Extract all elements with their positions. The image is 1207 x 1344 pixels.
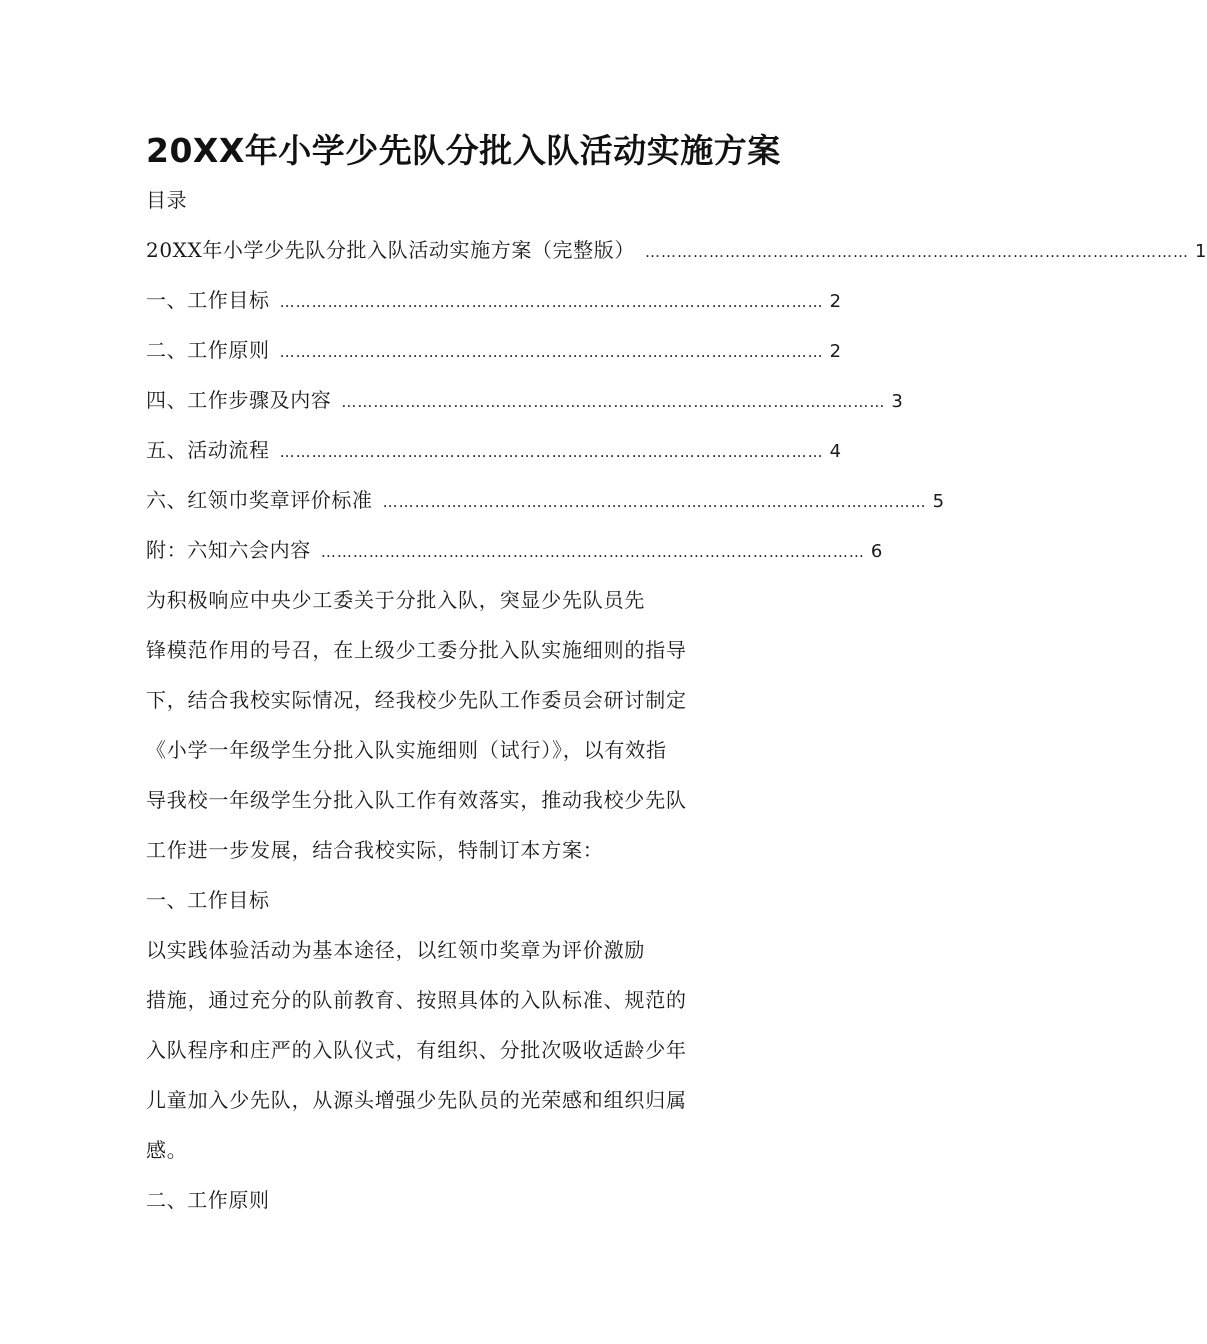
toc-entry[interactable]	[146, 335, 842, 367]
toc-entry-label: 20XX年小学少先队分批入队活动实施方案（完整版）	[146, 238, 635, 262]
toc-leader-dots: …………………………………………………………………………………………	[279, 293, 824, 311]
intro-paragraph-line: 导我校一年级学生分批入队工作有效落实，推动我校少先队	[146, 788, 687, 812]
document-title: 20XX年小学少先队分批入队活动实施方案	[146, 131, 781, 170]
toc-leader-dots: …………………………………………………………………………………………	[279, 343, 824, 361]
section1-paragraph-line: 以实践体验活动为基本途径，以红领巾奖章为评价激励	[146, 938, 646, 962]
toc-entry-page: 2	[829, 291, 842, 312]
toc-leader-dots: …………………………………………………………………………………………	[341, 393, 886, 411]
intro-paragraph-line: 为积极响应中央少工委关于分批入队，突显少先队员先	[146, 588, 646, 612]
intro-paragraph-line: 锋模范作用的号召，在上级少工委分批入队实施细则的指导	[146, 638, 687, 662]
toc-entry-label: 六、红领巾奖章评价标准	[146, 488, 373, 512]
toc-entry[interactable]	[146, 435, 842, 467]
toc-entry[interactable]	[146, 235, 1207, 267]
toc-entry-label: 附：六知六会内容	[146, 538, 311, 562]
toc-leader-dots: …………………………………………………………………………………………	[320, 543, 865, 561]
section1-paragraph-line: 儿童加入少先队，从源头增强少先队员的光荣感和组织归属	[146, 1088, 687, 1112]
toc-leader-dots: …………………………………………………………………………………………	[279, 443, 824, 461]
toc-entry[interactable]	[146, 385, 904, 417]
section1-paragraph-line: 措施，通过充分的队前教育、按照具体的入队标准、规范的	[146, 988, 687, 1012]
toc-entry[interactable]	[146, 285, 842, 317]
toc-entry-label: 五、活动流程	[146, 438, 270, 462]
toc-entry-label: 二、工作原则	[146, 338, 270, 362]
toc-entry[interactable]	[146, 535, 883, 567]
toc-entry-page: 6	[870, 541, 883, 562]
intro-paragraph-line: 下，结合我校实际情况，经我校少先队工作委员会研讨制定	[146, 688, 687, 712]
intro-paragraph-line: 《小学一年级学生分批入队实施细则（试行）》，以有效指	[146, 738, 667, 762]
section1-paragraph-line: 入队程序和庄严的入队仪式，有组织、分批次吸收适龄少年	[146, 1038, 687, 1062]
toc-entry-page: 2	[829, 341, 842, 362]
toc-entry-page: 4	[829, 441, 842, 462]
section1-paragraph-line: 感。	[146, 1138, 188, 1162]
toc-heading: 目录	[146, 188, 188, 212]
section-heading: 一、工作目标	[146, 888, 270, 912]
toc-entry-page: 3	[891, 391, 904, 412]
toc-leader-dots: …………………………………………………………………………………………	[644, 243, 1189, 261]
toc-entry-label: 一、工作目标	[146, 288, 270, 312]
intro-paragraph-line: 工作进一步发展，结合我校实际，特制订本方案：	[146, 838, 604, 862]
toc-entry-page: 1	[1194, 241, 1207, 262]
toc-leader-dots: …………………………………………………………………………………………	[382, 493, 927, 511]
toc-entry-label: 四、工作步骤及内容	[146, 388, 332, 412]
section-heading: 二、工作原则	[146, 1188, 270, 1212]
toc-entry[interactable]	[146, 485, 945, 517]
toc-entry-page: 5	[932, 491, 945, 512]
